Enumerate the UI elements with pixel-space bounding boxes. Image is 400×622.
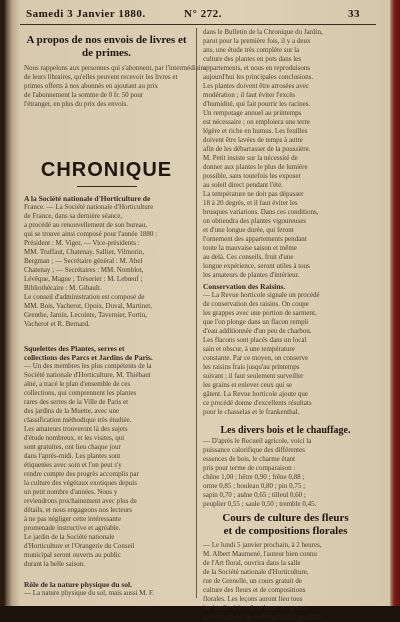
article-line: MM. Truffaut, Chatenay, Sallier, Vilmorin, (24, 248, 145, 256)
article-line: Lévêque, Magne ; Trésorier : M. Lebœuf ; (24, 275, 143, 283)
article-line: dans l'après-midi. Les plantes sont (24, 452, 121, 460)
article-title: Squelettes des Plantes, serres et (24, 344, 125, 353)
notice-block (24, 34, 207, 109)
article-line: pour le chasselas et le frankenthal. (203, 408, 300, 416)
article-line: La température ne doit pas dépasser (203, 190, 304, 198)
running-head-date: Samedi 3 Janvier 1880. (26, 8, 146, 20)
article-line: municipal seront ouverts au public (24, 551, 121, 559)
article-title: Rôle de la nature physique du sol. (24, 580, 133, 589)
notice-line: de leurs libraires, qu'elles peuvent recevoir les livres et (24, 73, 178, 81)
article-line: durant la belle saison. (24, 560, 86, 568)
article-line: rares des serres de la Ville de Paris et (24, 398, 129, 406)
article-line: les grains et enlever ceux qui se (203, 381, 293, 389)
article-line: — Un des membres les plus compétents de la (24, 362, 152, 370)
article-line: brusques variations. Dans ces conditions, (203, 208, 319, 216)
article-line: rue de Grenelle, un cours gratuit de (203, 577, 302, 585)
section-rule (77, 186, 137, 187)
article-line: collections, qui comprennent les plantes (24, 389, 137, 397)
article-line: toute la mauvaise saison et même (203, 244, 297, 252)
column-divider (196, 28, 197, 598)
article-line: la culture des végétaux exotiques depuis (24, 479, 137, 487)
article-title: Les divers bois et le chauffage. (220, 425, 351, 436)
article-line: accompagnées de démonstrations pratiques (203, 613, 325, 621)
article-line: ans, une étude très complète sur la (203, 46, 300, 54)
article-line: les raisins frais jusqu'au printemps (203, 363, 300, 371)
article-line: sain et obscur, à une température (203, 345, 295, 353)
article-line: détails, et nous engageons nos lecteurs (24, 506, 133, 514)
article-line: à ne pas négliger cette intéressante (24, 515, 121, 523)
article-cours-fleurs (203, 512, 368, 622)
article-line: gâtent. La Revue horticole ajoute que (203, 390, 308, 398)
article-line: promenade instructive et agréable. (24, 524, 121, 532)
article-line: orme 0,85 ; bouleau 0,80 ; pin 0,75 ; (203, 482, 306, 490)
article-line: est nécessaire ; on emploiera une terre (203, 118, 310, 126)
article-continued (203, 28, 368, 280)
article-line: culture des plantes en pots dans les (203, 55, 301, 63)
article-line: d'eau additionnée d'un peu de charbon. (203, 327, 312, 335)
article-line: parut pour la première fois, il y a deux (203, 37, 311, 45)
article-line: Chatenay ; — Secrétaires : MM. Nomblot, (24, 266, 144, 274)
newspaper-page (16, 0, 388, 621)
article-line: aîné, a tracé le plan d'ensemble de ces (24, 380, 131, 388)
article-line: de France, dans sa dernière séance, (24, 212, 123, 220)
article-line: étiquetées avec soin et l'on peut s'y (24, 461, 122, 469)
article-line: d'humidité, qui fait pourrir les racines. (203, 100, 311, 108)
section-title: CHRONIQUE (40, 159, 173, 181)
article-line: Bibliothécaire : M. Gibault. (24, 284, 102, 292)
running-head (16, 8, 388, 22)
article-line: légère et riche en humus. Les feuilles (203, 127, 308, 135)
article-line: peuplier 0,55 ; saule 0,50 ; tremble 0,45. (203, 500, 317, 508)
article-line: appartements, et nous en reproduisons (203, 64, 311, 72)
article-line: M. Albert Maumené, l'auteur bien connu (203, 550, 317, 558)
article-line: classification méthodique très étudiée. (24, 416, 132, 424)
book-binding (390, 0, 400, 606)
left-column (24, 28, 207, 598)
article-line: ce procédé donne d'excellents résultats (203, 399, 312, 407)
notice-line: primes offerts à nos abonnés en ajoutant au prix (24, 82, 159, 90)
article-line: de la Société nationale d'Horticulture, (203, 568, 309, 576)
article-title-cont: collections des Parcs et Jardins de Paris. (24, 353, 153, 362)
article-line: au soleil direct pendant l'été. (203, 181, 283, 189)
article-line: reviendrons prochainement avec plus de (24, 497, 137, 505)
issue-number: N° 272. (184, 8, 222, 20)
article-line: — La Revue horticole signale un procédé (203, 291, 320, 299)
article-title: Cours de culture des fleurs (222, 512, 349, 524)
article-line: d'étude nombreux, et les visites, qui (24, 434, 125, 442)
article-line: — La nature physique du sol, mais aussi M. F. (24, 589, 155, 597)
header-rule (20, 24, 376, 25)
article-line: Bergman ; — Secrétaire général : M. Abel (24, 257, 143, 265)
article-line: Les plantes doivent être arrosées avec (203, 82, 309, 90)
article-line: un petit nombre d'années. Nous y (24, 488, 118, 496)
article-bois-chauffage (203, 424, 368, 509)
article-line: constante. Par ce moyen, on conserve (203, 354, 309, 362)
notice-line: Nous rappelons aux personnes qui s'abonnent, par l'intermédiaire (24, 64, 207, 72)
article-line: qui se trouve ainsi composé pour l'année 1880 : (24, 230, 158, 238)
article-line: longue expérience, seront utiles à tous (203, 262, 310, 270)
article-line: Président : M. Viger, — Vice-présidents : (24, 239, 140, 247)
article-line: les lundis, à la même heure, et seront (203, 604, 307, 612)
article-title-cont: et de compositions florales (223, 525, 348, 537)
article-line: sapin 0,70 ; aulne 0,65 ; tilleul 0,60 ; (203, 491, 306, 499)
article-line: culture des fleurs et de compositions (203, 586, 306, 594)
article-squelettes (24, 344, 189, 569)
article-line: 18 à 20 degrés, et il faut éviter les (203, 199, 298, 207)
article-line: de conservation des raisins. On coupe (203, 300, 309, 308)
article-line: de l'Art floral, ouvrira dans la salle (203, 559, 301, 567)
article-line: Vacherot et R. Bernard. (24, 320, 90, 328)
article-line: les amateurs de plantes d'intérieur. (203, 271, 300, 279)
page-number: 33 (348, 8, 360, 20)
article-line: chêne 1,00 ; hêtre 0,90 ; frêne 0,88 ; (203, 473, 305, 481)
article-line: France. — La Société nationale d'Horticulture (24, 203, 154, 211)
article-line: sont gratuites, ont lieu chaque jour (24, 443, 121, 451)
article-raisins (203, 282, 368, 417)
article-line: A la Société nationale d'Horticulture de (24, 194, 151, 203)
article-societe-nationale (24, 194, 189, 329)
article-line: dans le Bulletin de la Chronique du Jardin, (203, 28, 323, 36)
article-line: au delà. Ces conseils, fruit d'une (203, 253, 294, 261)
article-line: rendre compte des progrès accomplis par (24, 470, 139, 478)
notice-line: l'étranger, en plus du prix des envois. (24, 100, 129, 108)
article-line: Les flacons sont placés dans un local (203, 336, 307, 344)
article-line: Un rempotage annuel au printemps (203, 109, 302, 117)
article-line: puissance calorifique des différentes (203, 446, 305, 454)
article-line: Le jardin de la Société nationale (24, 533, 115, 541)
article-line: on obtiendra des plantes vigoureuses (203, 217, 307, 225)
right-column (203, 28, 368, 621)
article-line: Les amateurs trouveront là des sujets (24, 425, 128, 433)
article-role-sol (24, 580, 189, 598)
article-line: pris pour terme de comparaison : (203, 464, 296, 472)
article-title: Conservation des Raisins. (203, 282, 286, 291)
article-line: que l'on plonge dans un flacon rempli (203, 318, 309, 326)
article-line: Le conseil d'administration est composé de (24, 293, 145, 301)
article-line: suivant ; il faut seulement surveiller (203, 372, 304, 380)
article-line: afin de les débarrasser de la poussière. (203, 145, 311, 153)
article-line: des jardins de la Muette, avec une (24, 407, 120, 415)
chronique-block (24, 158, 189, 191)
article-line: Grenthe, Jamin, Lecointe, Tavernier, Fortin, (24, 311, 147, 319)
article-line: Société nationale d'Horticulture, M. Thiébaut (24, 371, 151, 379)
notice-line: de l'abonnement la somme de 0 fr. 50 pour (24, 91, 144, 99)
article-line: modération ; il faut éviter l'excès (203, 91, 296, 99)
article-line: aujourd'hui les principales conclusions. (203, 73, 314, 81)
article-line: — Le lundi 5 janvier prochain, à 2 heures, (203, 541, 322, 549)
article-line: les grappes avec une portion de sarment, (203, 309, 317, 317)
article-line: — D'après le Recueil agricole, voici la (203, 437, 312, 445)
article-line: et d'une longue durée, qui feront (203, 226, 294, 234)
article-line: essences de bois, le charme étant (203, 455, 296, 463)
article-line: M. Petit insiste sur la nécessité de (203, 154, 298, 162)
article-line: possible, sans toutefois les exposer (203, 172, 301, 180)
article-line: donner aux plantes le plus de lumière (203, 163, 308, 171)
article-line: doivent être lavées de temps à autre (203, 136, 303, 144)
article-line: d'Horticulture et l'Orangerie du Conseil (24, 542, 135, 550)
article-line: l'ornement des appartements pendant (203, 235, 307, 243)
article-line: a procédé au renouvellement de son bureau, (24, 221, 148, 229)
notice-title: A propos de nos envois de livres et de primes. (26, 34, 187, 59)
article-line: MM. Bois, Vacherot, Opoix, Duval, Martinet, (24, 302, 152, 310)
article-line: florales. Les leçons auront lieu tous (203, 595, 303, 603)
